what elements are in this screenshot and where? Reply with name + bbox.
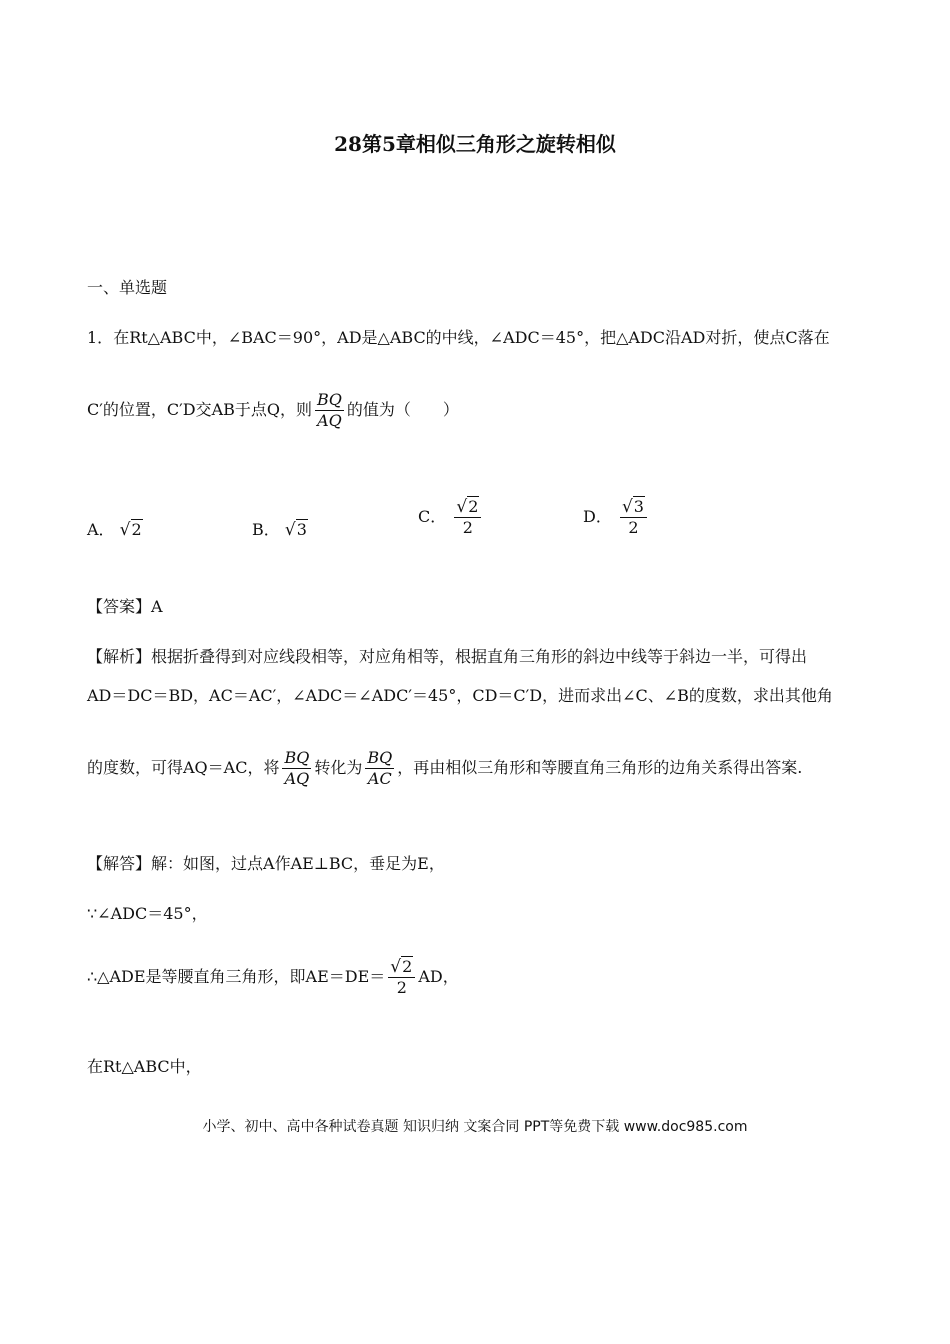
question-text-1: 在Rt△ABC中，∠BAC＝90°，AD是△ABC的中线，∠ADC＝45°，把△ADC沿AD对折，使点C落在 [113,328,830,347]
document-title: 28第5章相似三角形之旋转相似 [334,132,616,156]
footer-text: 小学、初中、高中各种试卷真题 知识归纳 文案合同 PPT等免费下载 www.doc985.com [202,1119,748,1135]
option-d [583,497,650,538]
analysis-line-1 [87,646,807,668]
fraction-bq-aq: $\frac{BQ}{AQ}$ [317,390,342,430]
answer-label: 【答案】 [87,597,152,616]
question-line-1 [87,327,830,349]
option-c-label: C． [418,507,447,526]
analysis-text-3-mid: 转化为 [314,758,363,777]
solution-label: 【解答】 [87,854,152,873]
option-a [87,519,143,541]
option-a-sqrt: √2 [119,520,142,540]
option-b-sqrt: √3 [284,520,307,540]
solution-text-3-suffix: AD， [418,967,459,986]
option-d-label: D． [583,507,612,526]
option-b [252,519,308,541]
option-b-label: B． [252,520,280,539]
question-text-2-prefix: C′的位置，C′D交AB于点Q，则 [87,400,313,419]
analysis-label: 【解析】 [87,647,152,666]
section-heading: 一、单选题 [87,278,168,297]
answer-line [87,596,163,618]
option-c [418,497,484,538]
fraction-bq-ac: $\frac{BQ}{AC}$ [367,748,393,788]
solution-text-1: 解：如图，过点A作AE⊥BC，垂足为E， [151,854,445,873]
option-d-fraction: $\frac{√3}{2}$ [620,497,647,538]
solution-line-2: ∵∠ADC＝45°， [87,904,208,923]
analysis-text-3-suffix: ，再由相似三角形和等腰直角三角形的边角关系得出答案. [397,758,803,777]
analysis-text-3-prefix: 的度数，可得AQ＝AC，将 [87,758,280,777]
analysis-line-2: AD＝DC＝BD，AC＝AC′，∠ADC＝∠ADC′＝45°，CD＝C′D，进而求出∠C、∠B的度数，求出其他角 [87,686,833,705]
option-a-label: A． [87,520,115,539]
solution-line-4: 在Rt△ABC中， [87,1057,202,1076]
fraction-sqrt2-over-2: $\frac{√2}{2}$ [388,957,415,998]
option-c-fraction: $\frac{√2}{2}$ [454,497,481,538]
question-text-2-suffix: 的值为（ ） [346,400,459,419]
analysis-line-3 [87,748,802,789]
solution-text-3-prefix: ∴△ADE是等腰直角三角形，即AE＝DE＝ [87,967,386,986]
question-line-2 [87,390,459,431]
answer-value: A [151,597,163,616]
analysis-text-1: 根据折叠得到对应线段相等，对应角相等，根据直角三角形的斜边中线等于斜边一半，可得出 [151,647,808,666]
fraction-bq-aq-2: $\frac{BQ}{AQ}$ [284,748,310,788]
solution-line-1 [87,853,445,875]
question-number: 1． [87,328,114,347]
solution-line-3 [87,957,459,998]
